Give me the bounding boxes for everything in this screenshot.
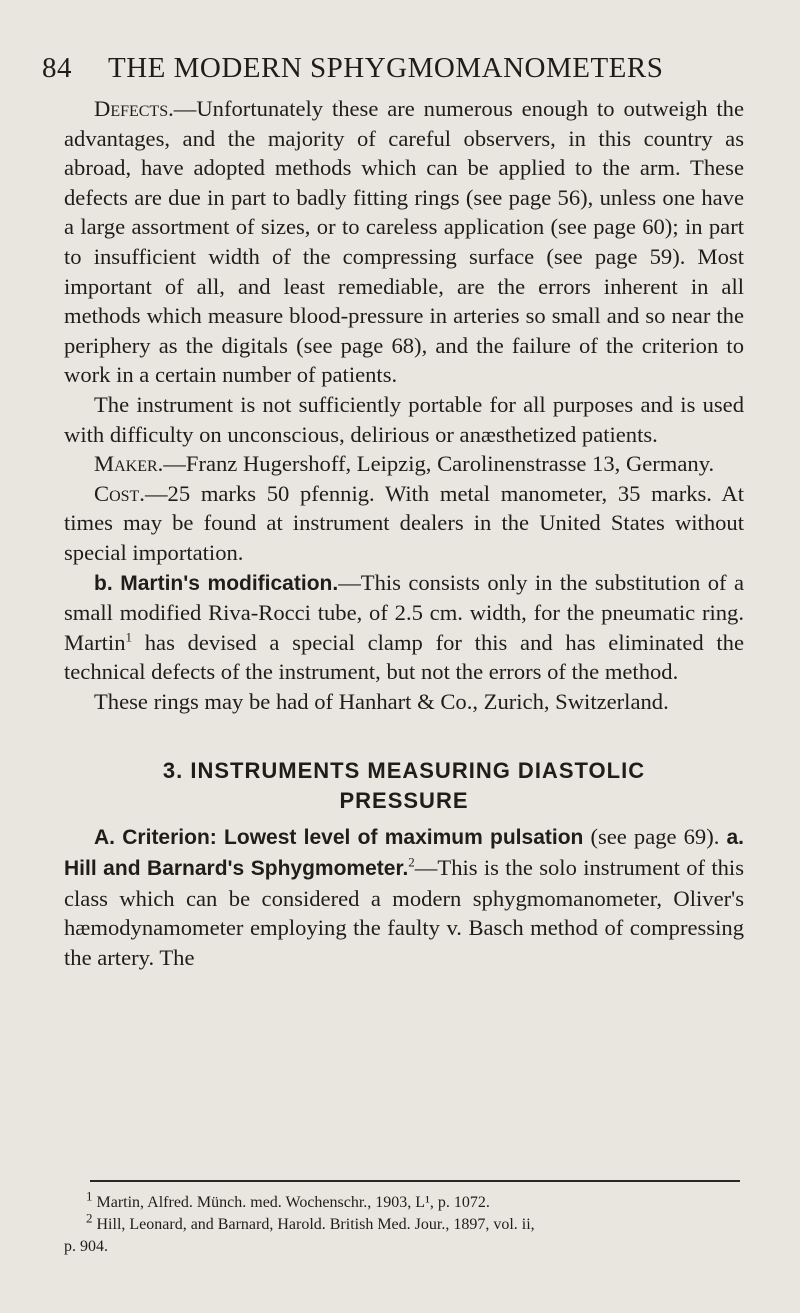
- footnote-1-mark: 1: [86, 1188, 93, 1204]
- rings-text: These rings may be had of Hanhart & Co., Zurich, Switzerland.: [94, 688, 669, 714]
- defects-label: Defects.: [94, 96, 174, 121]
- paragraph-maker: [64, 449, 744, 479]
- paragraph-rings: [64, 687, 744, 717]
- section-heading-line2: PRESSURE: [339, 788, 469, 814]
- body-text: [64, 94, 744, 972]
- hill-text: —This is the solo instrument of this class which can be considered a modern sphygmomanometer, Oliver's hæmodynamometer employing the faulty v. Basch method of compressing the artery. The: [64, 855, 744, 970]
- paragraph-criterion: [64, 822, 744, 972]
- criterion-text: (see page 69).: [583, 824, 727, 850]
- hill-label: a. Hill and Barnard's Sphygmometer.: [64, 826, 744, 881]
- defects-text: —Unfortunately these are numerous enough to outweigh the advantages, and the majority of careful observers, in this country as abroad, have adopted methods which can be applied to the arm. These defects are due in part to badly fitting rings (see page 56), unless one have a large assortment of sizes, or to careless application (see page 60); in part to insufficient width of the compressing surface (see page 59). Most important of all, and least remediable, are the errors inherent in all methods which measure blood-pressure in arteries so small and so near the periphery as the digitals (see page 68), and the failure of the criterion to work in a certain number of patients.: [64, 96, 744, 388]
- footnote-ref-2: 2: [408, 854, 415, 870]
- footnote-2: [64, 1210, 744, 1236]
- maker-text: —Franz Hugershoff, Leipzig, Carolinenstrasse 13, Germany.: [163, 451, 715, 477]
- footnote-2-mark: 2: [86, 1210, 93, 1226]
- section-heading: [64, 756, 744, 816]
- page-number: 84: [42, 52, 72, 84]
- martin-label: b. Martin's modification.: [94, 571, 339, 595]
- maker-label: Maker.: [94, 451, 164, 477]
- paragraph-martin: [64, 568, 744, 687]
- paragraph-portability: [64, 390, 744, 449]
- criterion-label: A. Criterion: Lowest level of maximum pulsation: [94, 826, 584, 850]
- paragraph-defects: [64, 94, 744, 390]
- footnote-2-text: Hill, Leonard, and Barnard, Harold. British Med. Jour., 1897, vol. ii,: [92, 1216, 535, 1233]
- cost-label: Cost.: [94, 480, 145, 506]
- section-heading-line1: 3. INSTRUMENTS MEASURING DIASTOLIC: [162, 758, 646, 784]
- running-title: THE MODERN SPHYGMOMANOMETERS: [108, 52, 664, 84]
- cost-text: —25 marks 50 pfennig. With metal manometer, 35 marks. At times may be found at instrument dealers in the United States without special importation.: [64, 480, 744, 565]
- footnote-1-text: Martin, Alfred. Münch. med. Wochenschr., 1903, L¹, p. 1072.: [92, 1194, 490, 1211]
- footnote-2-continuation: p. 904.: [64, 1238, 108, 1255]
- footnotes: [64, 1188, 744, 1258]
- martin-text-b: has devised a special clamp for this and has eliminated the technical defects of the instrument, but not the errors of the method.: [64, 629, 744, 685]
- footnote-ref-1: 1: [125, 629, 132, 645]
- running-header: [42, 52, 758, 85]
- martin-text-a: —This consists only in the substitution of a small modified Riva-Rocci tube, of 2.5 cm. width, for the pneumatic ring. Martin: [64, 569, 744, 655]
- footnote-1: [64, 1188, 744, 1214]
- footnote-rule: [90, 1180, 740, 1182]
- paragraph-cost: [64, 479, 744, 568]
- portability-text: The instrument is not sufficiently portable for all purposes and is used with difficulty on unconscious, delirious or anæsthetized patients.: [64, 391, 744, 447]
